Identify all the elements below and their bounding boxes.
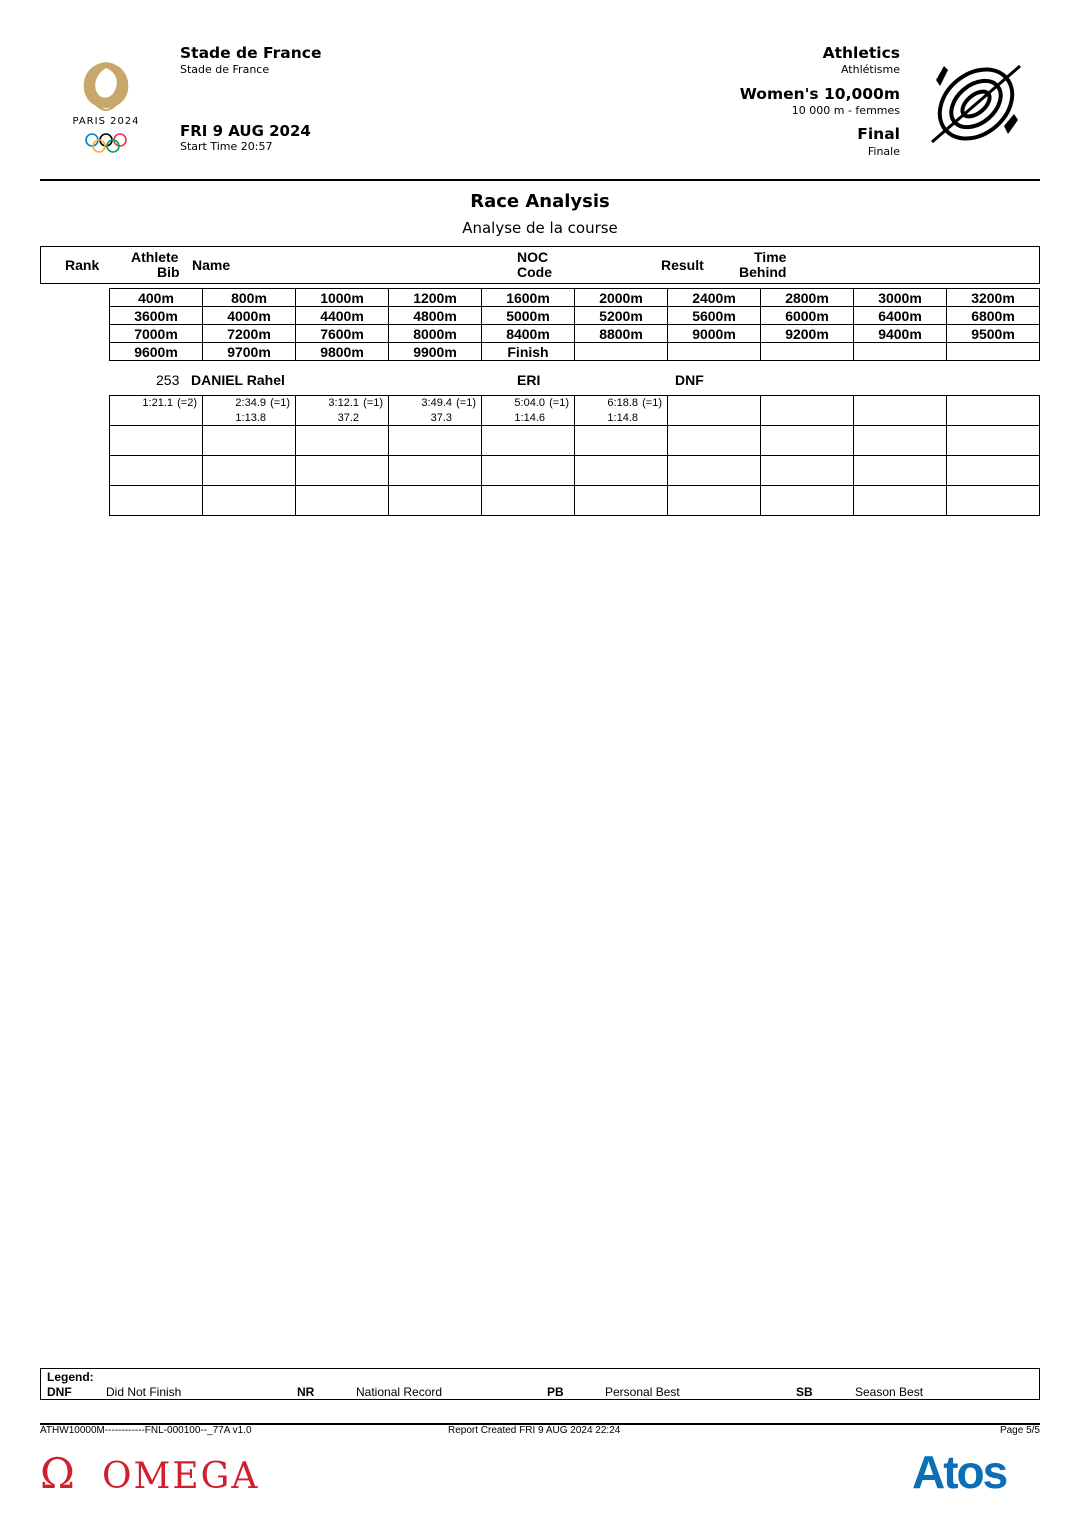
split-rank: (=1) (456, 397, 476, 409)
split-row (110, 426, 1040, 456)
distance-cell (575, 343, 668, 361)
split-rank: (=2) (177, 397, 197, 409)
split-cell (296, 396, 389, 426)
sport-subtitle: Athlétisme (840, 63, 900, 76)
venue-subtitle: Stade de France (180, 63, 270, 76)
distance-row (110, 343, 1040, 361)
legend-code: NR (297, 1385, 315, 1399)
col-result: Result (661, 257, 704, 273)
svg-text:Ω: Ω (40, 1450, 75, 1494)
split-time: 3:49.4 (421, 397, 452, 409)
split-time: 5:04.0 (514, 397, 545, 409)
event-date: FRI 9 AUG 2024 (180, 122, 311, 140)
sport-title: Athletics (822, 44, 900, 62)
split-cell (761, 396, 854, 426)
distance-cell: 3000m (854, 289, 947, 307)
split-cell (761, 426, 854, 456)
distance-cell: 9200m (761, 325, 854, 343)
distance-row (110, 307, 1040, 325)
distance-cell: 7000m (110, 325, 203, 343)
report-created: Report Created FRI 9 AUG 2024 22:24 (448, 1425, 621, 1436)
svg-text:OMEGA: OMEGA (102, 1456, 260, 1494)
distance-cell: 9400m (854, 325, 947, 343)
legend-label: National Record (356, 1385, 443, 1399)
distance-cell: 4800m (389, 307, 482, 325)
distance-cell: 9800m (296, 343, 389, 361)
distance-cell: 9000m (668, 325, 761, 343)
split-cell (575, 426, 668, 456)
distance-cell: 5200m (575, 307, 668, 325)
logo-text: PARIS 2024 (72, 116, 140, 127)
split-cell (203, 396, 296, 426)
legend-label: Personal Best (605, 1385, 680, 1399)
distance-cell: 2800m (761, 289, 854, 307)
split-cell (854, 456, 947, 486)
report-subtitle: Analyse de la course (462, 219, 618, 237)
split-cell (482, 396, 575, 426)
distance-cell: 400m (110, 289, 203, 307)
distance-cell: 1200m (389, 289, 482, 307)
col-time: Time (754, 249, 787, 265)
split-lap: 37.2 (337, 412, 359, 424)
distance-cell: 9500m (947, 325, 1040, 343)
split-cell (947, 396, 1040, 426)
split-rank: (=1) (642, 397, 662, 409)
legend-title: Legend: (47, 1370, 94, 1384)
split-row (110, 396, 1040, 426)
distance-cell: 9700m (203, 343, 296, 361)
distance-row (110, 325, 1040, 343)
distance-row (110, 289, 1040, 307)
event-subtitle: 10 000 m - femmes (791, 104, 900, 117)
legend (40, 1368, 1040, 1400)
split-time: 3:12.1 (328, 397, 359, 409)
distance-cell: 5600m (668, 307, 761, 325)
athlete-noc: ERI (517, 372, 541, 388)
distance-cell: 7600m (296, 325, 389, 343)
distance-cell: 4000m (203, 307, 296, 325)
split-time: 1:21.1 (142, 397, 173, 409)
split-time: 2:34.9 (235, 397, 266, 409)
split-cell (947, 426, 1040, 456)
distance-cell: 6800m (947, 307, 1040, 325)
split-cell (854, 486, 947, 516)
split-cell (203, 456, 296, 486)
doc-code: ATHW10000M------------FNL-000100--_77A v1.0 (40, 1425, 252, 1436)
split-cell (482, 426, 575, 456)
split-cell (110, 396, 203, 426)
split-cell (761, 456, 854, 486)
col-code: Code (517, 264, 552, 280)
split-cell (203, 426, 296, 456)
split-cell (110, 486, 203, 516)
split-rank: (=1) (549, 397, 569, 409)
distance-cell: Finish (482, 343, 575, 361)
distance-cell: 6000m (761, 307, 854, 325)
split-cell (761, 486, 854, 516)
col-behind: Behind (739, 264, 787, 280)
distance-cell: 9600m (110, 343, 203, 361)
distance-cell: 8000m (389, 325, 482, 343)
split-cell (482, 456, 575, 486)
split-cell (854, 396, 947, 426)
column-header (40, 246, 1040, 284)
split-cell (389, 426, 482, 456)
phase-title: Final (857, 125, 900, 143)
split-cell (854, 426, 947, 456)
split-rank: (=1) (270, 397, 290, 409)
split-cell (947, 486, 1040, 516)
split-rank: (=1) (363, 397, 383, 409)
paris-2024-logo (62, 58, 152, 158)
col-rank: Rank (65, 257, 100, 273)
phase-subtitle: Finale (867, 145, 900, 158)
split-lap: 1:14.6 (514, 412, 545, 424)
distance-cell: 5000m (482, 307, 575, 325)
start-time: Start Time 20:57 (180, 140, 273, 153)
split-row (110, 456, 1040, 486)
page-number: Page 5/5 (999, 1425, 1040, 1436)
distance-cell: 4400m (296, 307, 389, 325)
distance-cell: 1600m (482, 289, 575, 307)
split-cell (947, 456, 1040, 486)
split-cell (575, 396, 668, 426)
split-cell (296, 426, 389, 456)
split-time: 6:18.8 (607, 397, 638, 409)
distance-cell: 1000m (296, 289, 389, 307)
split-lap: 37.3 (430, 412, 452, 424)
distance-cell: 2000m (575, 289, 668, 307)
split-cell (296, 456, 389, 486)
col-athlete: Athlete (131, 249, 179, 265)
split-cell (203, 486, 296, 516)
venue-title: Stade de France (180, 44, 322, 62)
event-title: Women's 10,000m (739, 85, 900, 103)
omega-logo (40, 1450, 280, 1494)
legend-code: DNF (47, 1385, 72, 1399)
split-cell (575, 456, 668, 486)
split-cell (482, 486, 575, 516)
distance-cell (947, 343, 1040, 361)
distance-cell: 7200m (203, 325, 296, 343)
distance-cell: 8400m (482, 325, 575, 343)
report-title: Race Analysis (470, 191, 610, 212)
distance-cell: 6400m (854, 307, 947, 325)
distance-cell: 3600m (110, 307, 203, 325)
header-divider (40, 179, 1040, 181)
distance-cell: 2400m (668, 289, 761, 307)
athlete-name: DANIEL Rahel (191, 372, 285, 388)
athlete-bib: 253 (156, 372, 180, 388)
split-lap: 1:14.8 (607, 412, 638, 424)
distance-cell: 800m (203, 289, 296, 307)
split-cell (296, 486, 389, 516)
athletics-pictogram-icon (926, 52, 1026, 152)
split-cell (668, 396, 761, 426)
legend-label: Did Not Finish (106, 1385, 182, 1399)
distance-cell: 9900m (389, 343, 482, 361)
svg-text:Atos: Atos (912, 1448, 1007, 1494)
split-lap: 1:13.8 (235, 412, 266, 424)
split-row (110, 486, 1040, 516)
split-cell (110, 426, 203, 456)
athlete-result: DNF (675, 372, 704, 388)
split-cell (668, 486, 761, 516)
split-cell (389, 456, 482, 486)
split-grid (109, 395, 1040, 516)
split-cell (668, 426, 761, 456)
col-noc: NOC (517, 249, 549, 265)
legend-code: SB (796, 1385, 813, 1399)
distance-cell (668, 343, 761, 361)
split-cell (389, 486, 482, 516)
split-cell (668, 456, 761, 486)
legend-code: PB (547, 1385, 564, 1399)
col-name: Name (192, 257, 231, 273)
split-cell (389, 396, 482, 426)
distance-grid (109, 288, 1040, 361)
split-cell (575, 486, 668, 516)
col-bib: Bib (157, 264, 180, 280)
distance-cell: 3200m (947, 289, 1040, 307)
distance-cell: 8800m (575, 325, 668, 343)
split-cell (110, 456, 203, 486)
legend-label: Season Best (855, 1385, 924, 1399)
distance-cell (854, 343, 947, 361)
distance-cell (761, 343, 854, 361)
atos-logo (912, 1448, 1042, 1494)
